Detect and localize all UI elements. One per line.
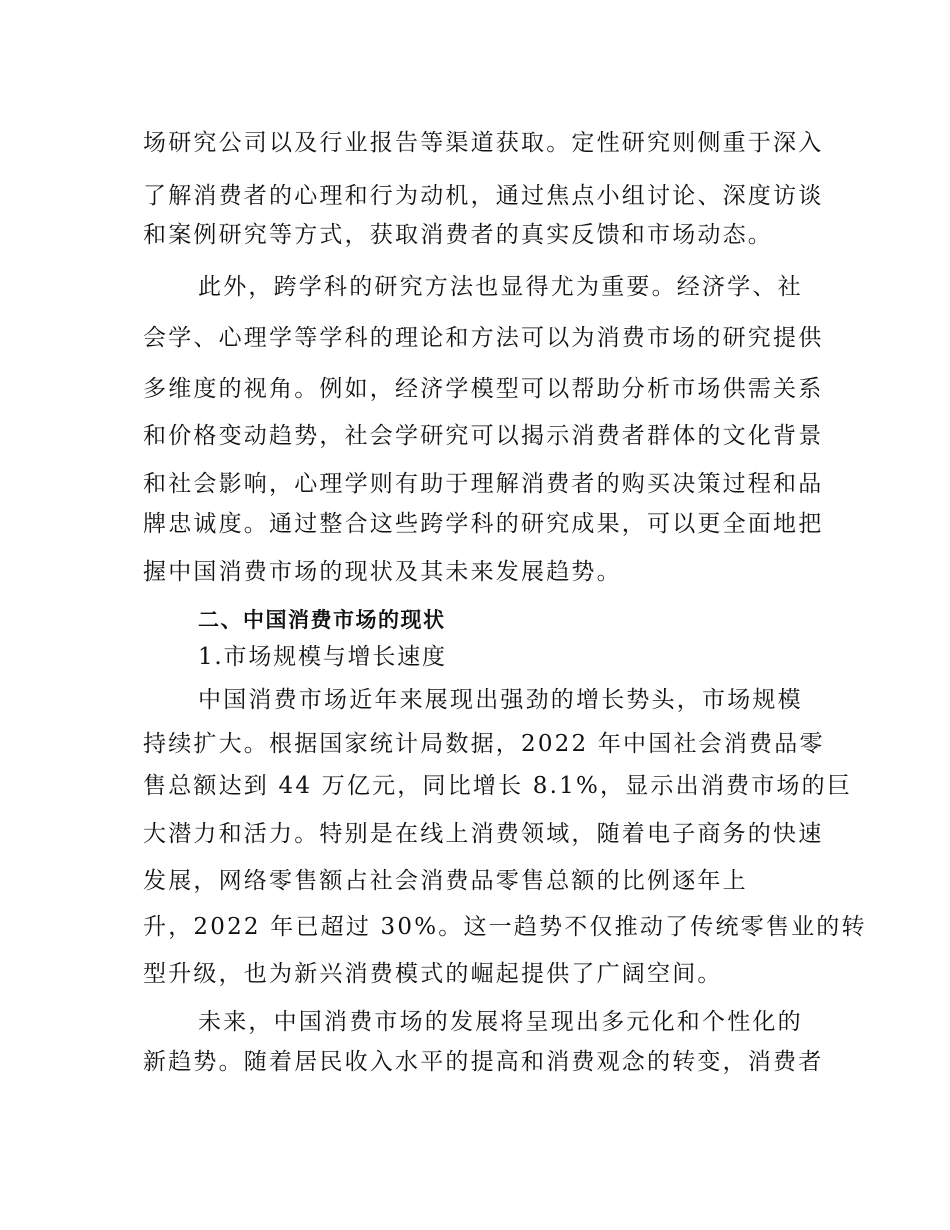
paragraph-line: 和价格变动趋势，社会学研究可以揭示消费者群体的文化背景 [143, 423, 824, 449]
paragraph-line: 升，2022 年已超过 30%。这一趋势不仅推动了传统零售业的转 [143, 914, 867, 940]
paragraph-line: 会学、心理学等学科的理论和方法可以为消费市场的研究提供 [143, 325, 824, 351]
subsection-heading: 1.市场规模与增长速度 [198, 644, 447, 670]
paragraph-line: 发展，网络零售额占社会消费品零售总额的比例逐年上 [143, 868, 748, 894]
paragraph-line: 型升级，也为新兴消费模式的崛起提供了广阔空间。 [143, 961, 723, 987]
paragraph-line: 多维度的视角。例如，经济学模型可以帮助分析市场供需关系 [143, 376, 824, 402]
paragraph-line: 未来，中国消费市场的发展将呈现出多元化和个性化的 [198, 1009, 803, 1035]
paragraph-line: 场研究公司以及行业报告等渠道获取。定性研究则侧重于深入 [143, 130, 824, 156]
paragraph-line: 和社会影响，心理学则有助于理解消费者的购买决策过程和品 [143, 471, 824, 497]
paragraph-line: 和案例研究等方式，获取消费者的真实反馈和市场动态。 [143, 222, 773, 248]
paragraph-line: 了解消费者的心理和行为动机，通过焦点小组讨论、深度访谈 [143, 183, 824, 209]
paragraph-line: 握中国消费市场的现状及其未来发展趋势。 [143, 559, 622, 585]
paragraph-line: 中国消费市场近年来展现出强劲的增长势头，市场规模 [198, 687, 803, 713]
paragraph-line: 牌忠诚度。通过整合这些跨学科的研究成果，可以更全面地把 [143, 511, 824, 537]
paragraph-line: 此外，跨学科的研究方法也显得尤为重要。经济学、社 [198, 274, 803, 300]
paragraph-line: 新趋势。随着居民收入水平的提高和消费观念的转变，消费者 [143, 1049, 824, 1075]
paragraph-line: 持续扩大。根据国家统计局数据，2022 年中国社会消费品零 [143, 731, 825, 757]
paragraph-line: 售总额达到 44 万亿元，同比增长 8.1%，显示出消费市场的巨 [143, 773, 853, 799]
section-heading: 二、中国消费市场的现状 [198, 608, 446, 632]
paragraph-line: 大潜力和活力。特别是在线上消费领域，随着电子商务的快速 [143, 821, 824, 847]
